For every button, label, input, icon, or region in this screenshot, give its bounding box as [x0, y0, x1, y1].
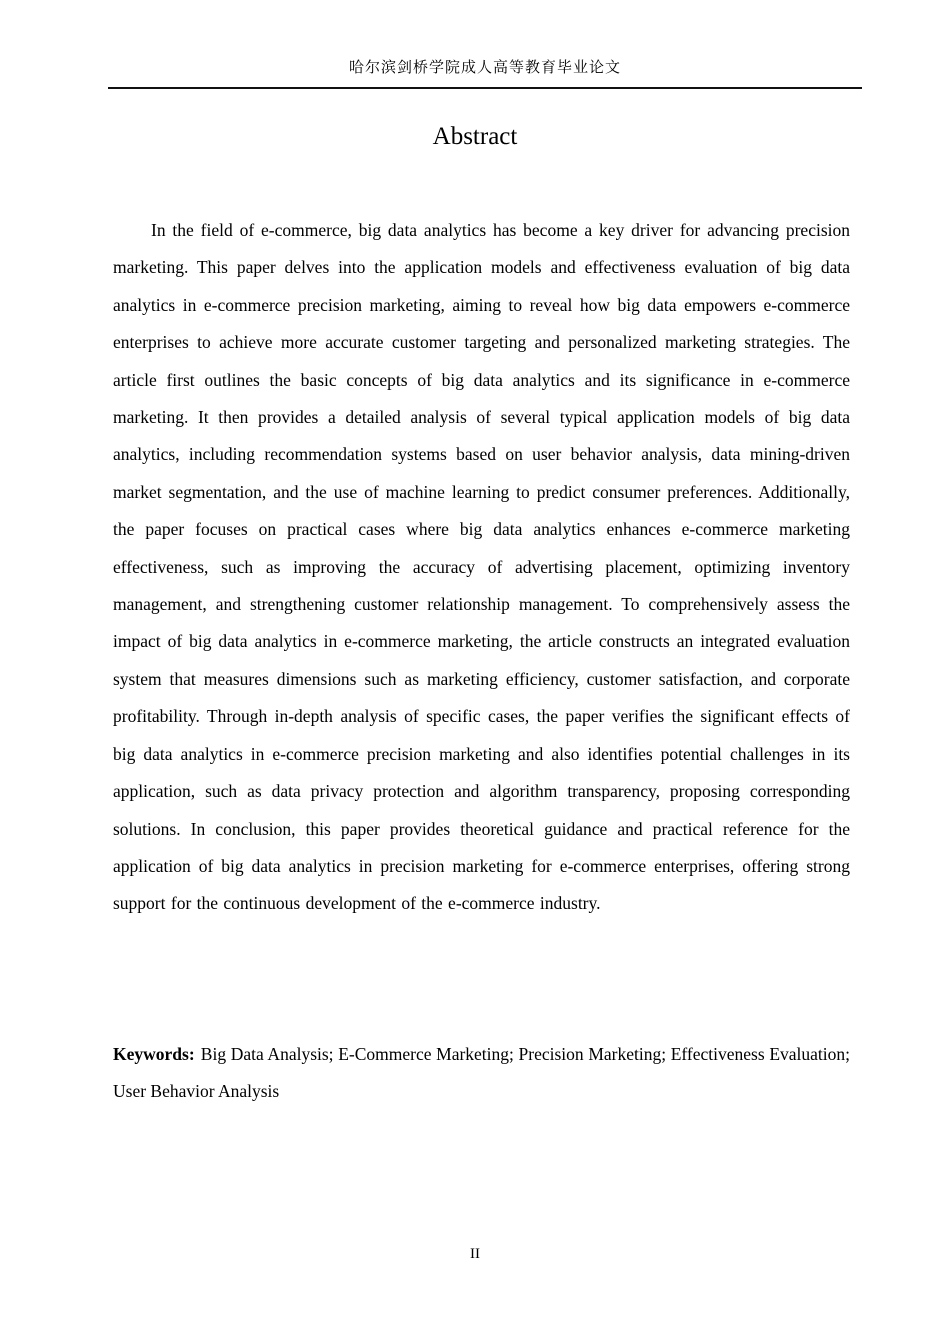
keywords-paragraph [113, 1036, 850, 1111]
keywords-text: Big Data Analysis; E-Commerce Marketing; Precision Marketing; Effectiveness Evaluation; User Behavior Analysis [113, 1044, 850, 1102]
keywords-label: Keywords: [113, 1044, 195, 1064]
page-title: Abstract [432, 123, 518, 150]
page-number: II [470, 1246, 480, 1262]
running-header [108, 58, 862, 89]
abstract-paragraph: In the field of e-commerce, big data analytics has become a key driver for advancing precision marketing. This paper delves into the application models and effectiveness evaluation of big data analytics in e-commerce precision marketing, aiming to reveal how big data empowers e-commerce enterprises to achieve more accurate customer targeting and personalized marketing strategies. The article first outlines the basic concepts of big data analytics and its significance in e-commerce marketing. It then provides a detailed analysis of several typical application models of big data analytics, including recommendation systems based on user behavior analysis, data mining-driven market segmentation, and the use of machine learning to predict consumer preferences. Additionally, the paper focuses on practical cases where big data analytics enhances e-commerce marketing effectiveness, such as improving the accuracy of advertising placement, optimizing inventory management, and strengthening customer relationship management. To comprehensively assess the impact of big data analytics in e-commerce marketing, the article constructs an integrated evaluation system that measures dimensions such as marketing efficiency, customer satisfaction, and corporate profitability. Through in-depth analysis of specific cases, the paper verifies the significant effects of big data analytics in e-commerce precision marketing and also identifies potential challenges in its application, such as data privacy protection and algorithm transparency, proposing corresponding solutions. In conclusion, this paper provides theoretical guidance and practical reference for the application of big data analytics in precision marketing for e-commerce enterprises, offering strong support for the continuous development of the e-commerce industry. [113, 220, 850, 914]
running-header-text: 哈尔滨剑桥学院成人高等教育毕业论文 [348, 60, 621, 76]
